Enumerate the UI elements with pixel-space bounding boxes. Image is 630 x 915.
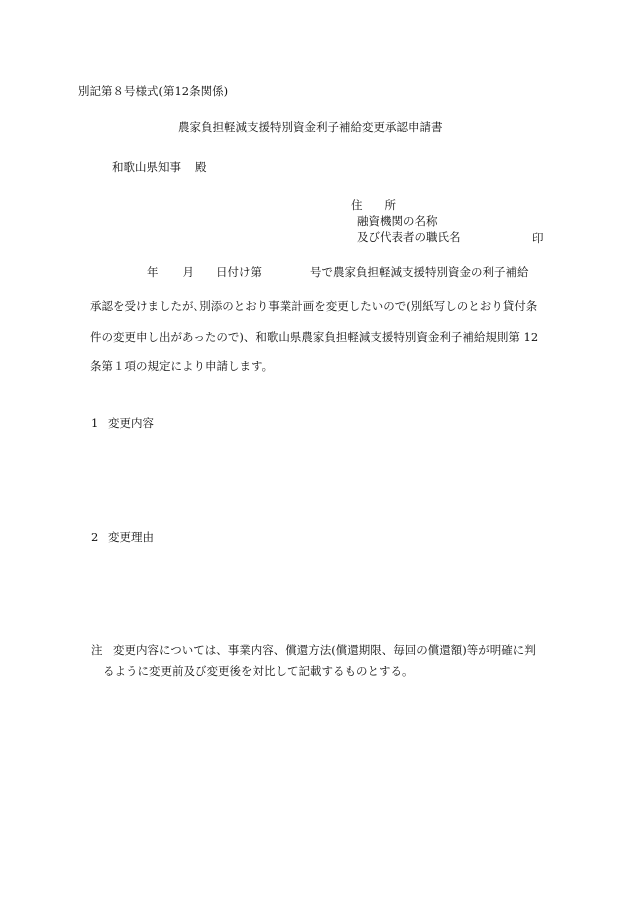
body-line-1 (90, 267, 529, 279)
note-line-2: るように変更前及び変更後を対比して記載するものとする。 (103, 664, 414, 678)
addressee-honorific: 殿 (195, 160, 207, 174)
month-label: 月 (182, 265, 194, 279)
document-title: 農家負担軽減支援特別資金利子補給変更承認申請書 (178, 120, 443, 134)
seal-mark: 印 (532, 231, 544, 245)
body-line-2: 承認を受けましたが､別添のとおり事業計画を変更したいので(別紙写しのとおり貸付条 (90, 299, 538, 313)
addressee-name: 和歌山県知事 (112, 160, 181, 174)
note-text-1: 変更内容については、事業内容、償還方法(償還期限、毎回の償還額)等が明確に判 (113, 643, 536, 657)
note-line-1 (91, 645, 536, 657)
section-label: 変更内容 (108, 416, 154, 430)
section-change-reason (91, 532, 154, 544)
section-change-content (91, 418, 154, 430)
form-number: 別記第８号様式(第12条関係) (78, 84, 229, 98)
address-label-char-1: 住 (351, 198, 363, 212)
day-reference-label: 日付け第 (216, 265, 262, 279)
body-line-4: 条第１項の規定により申請します。 (90, 359, 274, 373)
note-label: 注 (91, 643, 103, 657)
body-line-3: 件の変更申し出があったので)、和歌山県農家負担軽減支援特別資金利子補給規則第 12 (90, 330, 539, 344)
address-label-char-2: 所 (384, 198, 396, 212)
body-line-1-text: 号で農家負担軽減支援特別資金の利子補給 (310, 265, 529, 279)
year-label: 年 (147, 265, 159, 279)
addressee (112, 162, 207, 174)
section-number: 2 (91, 530, 99, 544)
section-label: 変更理由 (108, 530, 154, 544)
representative-label: 及び代表者の職氏名 (357, 230, 461, 244)
applicant-block (351, 200, 461, 248)
institution-name-label: 融資機関の名称 (357, 214, 438, 228)
section-number: 1 (91, 416, 99, 430)
